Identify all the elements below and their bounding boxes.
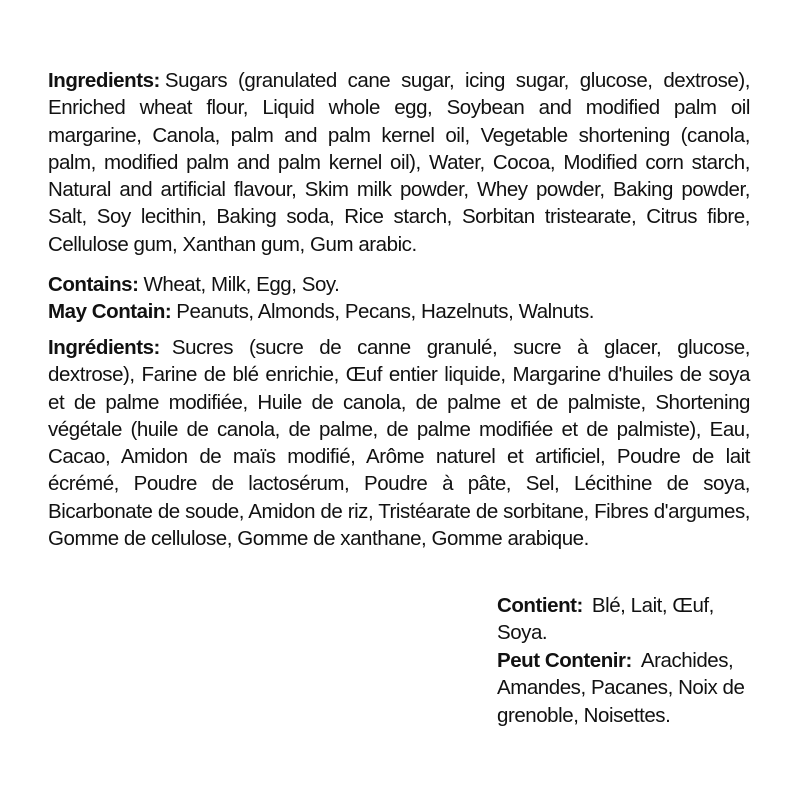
french-peut-contenir-line bbox=[497, 647, 752, 729]
english-contains-label: Contains: bbox=[48, 273, 139, 296]
english-may-contain-text: Peanuts, Almonds, Pecans, Hazelnuts, Walnuts. bbox=[176, 300, 594, 323]
english-may-contain-label: May Contain: bbox=[48, 300, 172, 323]
french-ingredients-text: Sucres (sucre de canne granulé, sucre à glacer, glucose, dextrose), Farine de blé enrichie, Œuf entier liquide, Margarine d'huiles de soya et de palme modifiée, Huile de canola, de palme et de palmiste, Shortening végétale (huile de canola, de palme, de palme modifiée et de palmiste), Eau, Cacao, Amidon de maïs modifié, Arôme naturel et artificiel, Poudre de lait écrémé, Poudre de lactosérum, Poudre à pâte, Sel, Lécithine de soya, Bicarbonate de soude, Amidon de riz, Tristéarate de sorbitane, Fibres d'argumes, Gomme de cellulose, Gomme de xanthane, Gomme arabique. bbox=[48, 336, 750, 551]
english-ingredients-paragraph bbox=[48, 67, 750, 258]
french-peut-contenir-text: Arachides, Amandes, Pacanes, Noix de grenoble, Noisettes. bbox=[497, 649, 745, 727]
french-contient-text: Blé, Lait, Œuf, Soya. bbox=[497, 594, 714, 645]
french-contient-line bbox=[497, 592, 752, 647]
french-peut-contenir-label: Peut Contenir: bbox=[497, 649, 632, 672]
english-ingredients-label: Ingredients: bbox=[48, 69, 160, 92]
english-contains-line bbox=[48, 271, 750, 298]
french-contient-label: Contient: bbox=[497, 594, 583, 617]
english-may-contain-line bbox=[48, 298, 750, 325]
english-contains-text: Wheat, Milk, Egg, Soy. bbox=[143, 273, 340, 296]
french-ingredients-label: Ingrédients: bbox=[48, 336, 160, 359]
english-ingredients-text: Sugars (granulated cane sugar, icing sugar, glucose, dextrose), Enriched wheat flour, Liquid whole egg, Soybean and modified palm oil margarine, Canola, palm and palm kernel oil, Vegetable shortening (canola, palm, modified palm and palm kernel oil), Water, Cocoa, Modified corn starch, Natural and artificial flavour, Skim milk powder, Whey powder, Baking powder, Salt, Soy lecithin, Baking soda, Rice starch, Sorbitan tristearate, Citrus fibre, Cellulose gum, Xanthan gum, Gum arabic. bbox=[48, 69, 750, 256]
french-ingredients-paragraph bbox=[48, 334, 750, 552]
